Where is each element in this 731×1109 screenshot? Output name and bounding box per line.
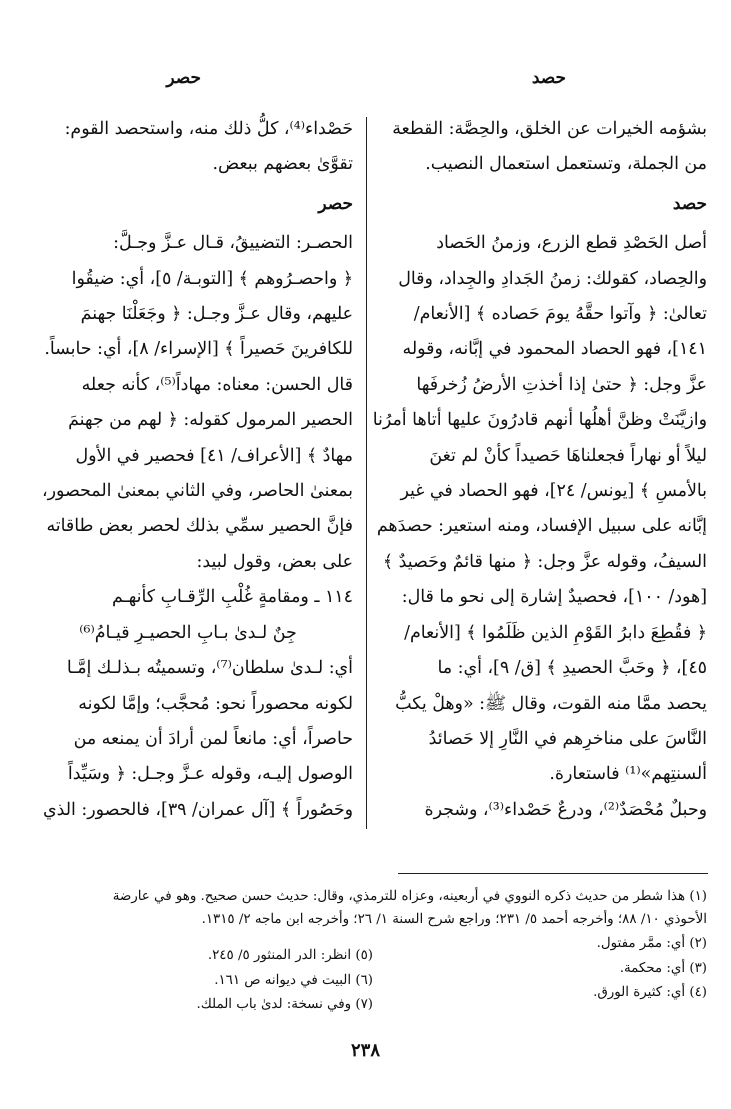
footnote-rule	[398, 873, 708, 874]
text-line: إبَّانه على سبيل الإفساد، ومنه استعير: حصدَهم	[376, 516, 707, 537]
footnote-line: الأحوذي ١٠/ ٨٨؛ وأخرجه أحمد ٥/ ٢٣١؛ وراجع شرح السنة ١/ ٢٦؛ وأخرجه ابن ماجه ٢/ ١٣١٥.	[201, 912, 707, 927]
text-line: مهادٌ ﴾ [الأعراف/ ٤١] فحصير في الأول	[75, 445, 353, 466]
footnote-line: (٥) انظر: الدر المنثور ٥/ ٢٤٥.	[207, 948, 373, 963]
right-column	[371, 112, 707, 828]
text-line: حَصْداء⁽⁴⁾، كلُّ ذلك منه، واستحصد القوم:	[64, 119, 353, 139]
text-line: الحصير المرمول كقوله: ﴿ لهم من جهنمَ	[68, 410, 353, 431]
verse-line: ١١٤ ـ ومقامةٍ غُلْبِ الرِّقـابِ كأنهـم	[111, 587, 353, 608]
text-line: ﴿ واحصـرُوهم ﴾ [التوبـة/ ٥]، أي: ضيقُوا	[71, 268, 353, 289]
text-line: يحصد ممَّا منه القوت، وقال ﷺ: «وهلْ يكبُّ	[395, 693, 707, 714]
text-line: الحصـر: التضييقُ، قـال عـزَّ وجـلَّ:	[113, 233, 353, 254]
text-line: تقوَّىٰ بعضهم ببعض.	[212, 154, 353, 175]
footnotes-right	[407, 932, 707, 1006]
text-line: والحِصاد، كقولك: زمنُ الجَدادِ والجِداد، وقال	[398, 268, 707, 289]
text-line: ألسنتِهم»⁽¹⁾ فاستعارة.	[549, 764, 707, 785]
text-line: ٤٥]، ﴿ وحَبَّ الحصيدِ ﴾ [ق/ ٩]، أي: ما	[437, 658, 707, 679]
text-line: تعالىٰ: ﴿ وآتوا حقَّهُ يومَ حَصاده ﴾ [الأنعام/	[413, 304, 707, 325]
text-line: حاصراً، أي: مانعاً لمن أرادَ أن يمنعه من	[73, 728, 353, 749]
text-line: ليلاً أو نهاراً فجعلناهَا حَصيداً كأنْ لم تغنَ	[429, 445, 707, 466]
footnote-1	[21, 885, 707, 931]
footnote-line: (٤) أي: كثيرة الورق.	[593, 985, 707, 1000]
entry-heading: حصد	[672, 193, 707, 214]
footnote-line: (١) هذا شطر من حديث ذكره النووي في أربعينه، وعزاه للترمذي، وقال: حديث حسن صحيح. وهو في عارضة	[112, 889, 707, 904]
left-column	[23, 112, 353, 828]
running-header-right: حصد	[531, 68, 566, 88]
text-line: أي: لـدىٰ سلطان⁽⁷⁾، وتسميتُه بـذلـك إمَّـا	[66, 658, 353, 679]
entry-heading: حصر	[318, 193, 353, 214]
footnote-line: (٢) أي: ممَّر مفتول.	[596, 936, 707, 951]
text-line: الوصول إليـه، وقوله عـزَّ وجـل: ﴿ وسَيِّداً	[67, 764, 353, 785]
text-line: بشؤمه الخيرات عن الخلق، والحِصَّة: القطعة	[392, 119, 707, 139]
text-line: قال الحسن: معناه: مهاداً⁽⁵⁾، كأنه جعله	[81, 374, 353, 395]
text-line: بمعنىٰ الحاصر، وفي الثاني بمعنىٰ المحصور،	[41, 481, 353, 502]
footnote-line: (٣) أي: محكمة.	[619, 960, 707, 976]
text-line: من الجملة، وتستعمل استعمال النصيب.	[425, 154, 707, 175]
text-line: ١٤١]، فهو الحصاد المحمود في إبَّانه، وقوله	[402, 339, 707, 360]
text-line: لكونه محصوراً نحو: مُحجَّب؛ وإمَّا لكونه	[78, 693, 353, 714]
column-divider	[366, 117, 367, 829]
text-line: عليهم، وقال عـزَّ وجـل: ﴿ وجَعَلْنَا جهنمَ	[80, 304, 353, 325]
text-line: عزَّ وجل: ﴿ حتىٰ إذا أخذتِ الأرضُ زُخرفَها	[416, 374, 707, 395]
page-number: ٢٣٨	[350, 1040, 380, 1061]
text-line: النَّاسَ على مناخرِهم في النَّارِ إلا حَصائدُ	[428, 728, 707, 749]
text-line: فإنَّ الحصير سمِّي بذلك لحصر بعض طاقاته	[46, 516, 353, 537]
text-line: وحَصُوراً ﴾ [آل عمران/ ٣٩]، فالحصور: الذي	[43, 799, 353, 820]
text-line: ﴿ فقُطِعَ دابرُ القَوْمِ الذين ظَلَمُوا ﴾ [الأنعام/	[404, 622, 707, 643]
text-line: للكافرينَ حَصيراً ﴾ [الإسراء/ ٨]، أي: حابساً.	[44, 339, 353, 360]
running-header-left: حصر	[166, 68, 201, 88]
text-line: السيفُ، وقوله عزَّ وجل: ﴿ منها قائمٌ وحَصيدٌ ﴾	[382, 551, 707, 572]
footnote-line: (٧) وفي نسخة: لدىٰ باب الملك.	[196, 997, 373, 1012]
footnote-line: (٦) البيت في ديوانه ص ١٦١.	[214, 972, 373, 988]
text-line: على بعض، وقول لبيد:	[196, 551, 353, 572]
text-line: وازيَّنَتْ وظنَّ أهلُها أنهم قادرُونَ عليها أتاها أمرُنا	[372, 410, 707, 431]
text-line: أصل الحَصْدِ قطع الزرع، وزمنُ الحَصاد	[436, 233, 707, 254]
text-line: بالأمسِ ﴾ [يونس/ ٢٤]، فهو الحصاد في غير	[400, 481, 707, 502]
text-line: وحبلٌ مُحْصَدٌ⁽²⁾، ودرعٌ حَصْداء⁽³⁾، وشجرة	[424, 799, 707, 820]
footnotes-left	[43, 944, 373, 1018]
text-line: [هود/ ١٠٠]، فحصيدٌ إشارة إلى نحو ما قال:	[401, 587, 707, 608]
verse-line: جِنٌ لـدىٰ بـابِ الحصيـرِ قيـامُ⁽⁶⁾	[79, 622, 297, 643]
